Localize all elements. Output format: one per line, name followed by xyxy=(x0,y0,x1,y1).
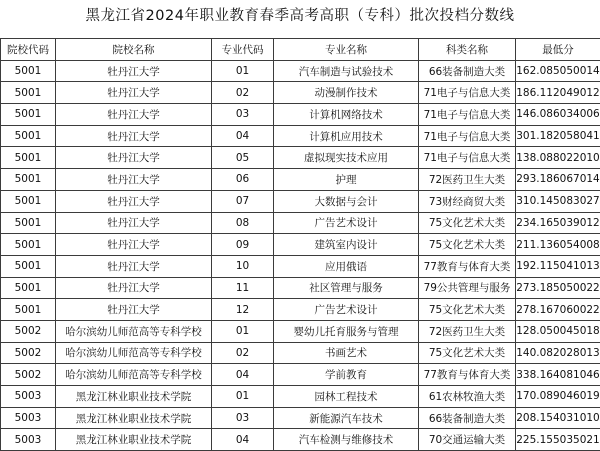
cell-school-code: 5003 xyxy=(1,407,56,429)
cell-major-name: 计算机应用技术 xyxy=(274,125,419,147)
cell-min-score: 211.136054008 xyxy=(516,234,600,256)
cell-school-code: 5001 xyxy=(1,60,56,82)
cell-major-code: 05 xyxy=(212,147,274,169)
table-row xyxy=(1,190,600,212)
cell-school-name: 黑龙江林业职业技术学院 xyxy=(56,429,212,451)
cell-category-name: 73财经商贸大类 xyxy=(419,190,516,212)
cell-major-code: 10 xyxy=(212,255,274,277)
cell-category-name: 75文化艺术大类 xyxy=(419,234,516,256)
cell-category-name: 75文化艺术大类 xyxy=(419,342,516,364)
cell-school-name: 牡丹江大学 xyxy=(56,169,212,191)
cell-min-score: 140.082028013 xyxy=(516,342,600,364)
cell-school-name: 牡丹江大学 xyxy=(56,60,212,82)
header-category-name: 科类名称 xyxy=(419,39,516,61)
cell-category-name: 71电子与信息大类 xyxy=(419,104,516,126)
cell-min-score: 138.088022010 xyxy=(516,147,600,169)
cell-major-code: 04 xyxy=(212,429,274,451)
cell-major-code: 06 xyxy=(212,169,274,191)
cell-category-name: 75文化艺术大类 xyxy=(419,212,516,234)
table-body xyxy=(1,60,600,450)
table-row xyxy=(1,299,600,321)
cell-school-name: 黑龙江林业职业技术学院 xyxy=(56,407,212,429)
cell-major-name: 婴幼儿托育服务与管理 xyxy=(274,320,419,342)
cell-major-code: 04 xyxy=(212,125,274,147)
cell-school-name: 哈尔滨幼儿师范高等专科学校 xyxy=(56,342,212,364)
cell-min-score: 234.165039012 xyxy=(516,212,600,234)
cell-major-code: 01 xyxy=(212,386,274,408)
cell-major-code: 12 xyxy=(212,299,274,321)
table-header-row xyxy=(1,39,600,61)
cell-school-code: 5001 xyxy=(1,190,56,212)
cell-school-name: 黑龙江林业职业技术学院 xyxy=(56,386,212,408)
cell-min-score: 162.085050014 xyxy=(516,60,600,82)
cell-school-code: 5001 xyxy=(1,125,56,147)
cell-category-name: 66装备制造大类 xyxy=(419,60,516,82)
cell-category-name: 72医药卫生大类 xyxy=(419,169,516,191)
cell-school-name: 哈尔滨幼儿师范高等专科学校 xyxy=(56,364,212,386)
cell-school-code: 5001 xyxy=(1,104,56,126)
table-row xyxy=(1,277,600,299)
table-row xyxy=(1,82,600,104)
cell-school-code: 5001 xyxy=(1,299,56,321)
cell-major-name: 建筑室内设计 xyxy=(274,234,419,256)
table-row xyxy=(1,320,600,342)
cell-major-name: 广告艺术设计 xyxy=(274,299,419,321)
cell-school-name: 牡丹江大学 xyxy=(56,234,212,256)
cell-min-score: 338.164081046 xyxy=(516,364,600,386)
cell-school-code: 5001 xyxy=(1,169,56,191)
cell-major-name: 广告艺术设计 xyxy=(274,212,419,234)
cell-major-name: 学前教育 xyxy=(274,364,419,386)
table-row xyxy=(1,125,600,147)
cell-major-name: 园林工程技术 xyxy=(274,386,419,408)
table-row xyxy=(1,255,600,277)
cell-category-name: 72医药卫生大类 xyxy=(419,320,516,342)
cell-major-code: 02 xyxy=(212,342,274,364)
cell-major-code: 09 xyxy=(212,234,274,256)
cell-min-score: 278.167060022 xyxy=(516,299,600,321)
cell-major-name: 新能源汽车技术 xyxy=(274,407,419,429)
cell-min-score: 208.154031010 xyxy=(516,407,600,429)
table-row xyxy=(1,212,600,234)
cell-min-score: 301.182058041 xyxy=(516,125,600,147)
cell-school-name: 牡丹江大学 xyxy=(56,255,212,277)
cell-school-name: 牡丹江大学 xyxy=(56,212,212,234)
cell-category-name: 66装备制造大类 xyxy=(419,407,516,429)
cell-min-score: 192.115041013 xyxy=(516,255,600,277)
cell-min-score: 310.145083027 xyxy=(516,190,600,212)
header-min-score: 最低分 xyxy=(516,39,600,61)
document-title: 黑龙江省2024年职业教育春季高考高职（专科）批次投档分数线 xyxy=(0,0,600,38)
cell-major-name: 社区管理与服务 xyxy=(274,277,419,299)
cell-school-name: 牡丹江大学 xyxy=(56,125,212,147)
table-row xyxy=(1,104,600,126)
cell-school-code: 5002 xyxy=(1,342,56,364)
header-major-name: 专业名称 xyxy=(274,39,419,61)
cell-major-name: 护理 xyxy=(274,169,419,191)
cell-min-score: 186.112049012 xyxy=(516,82,600,104)
cell-school-name: 牡丹江大学 xyxy=(56,147,212,169)
cell-category-name: 71电子与信息大类 xyxy=(419,125,516,147)
cell-school-code: 5001 xyxy=(1,147,56,169)
cell-major-name: 汽车制造与试验技术 xyxy=(274,60,419,82)
cell-school-code: 5001 xyxy=(1,234,56,256)
cell-major-code: 04 xyxy=(212,364,274,386)
cell-school-name: 牡丹江大学 xyxy=(56,104,212,126)
cell-major-code: 02 xyxy=(212,82,274,104)
cell-major-name: 汽车检测与维修技术 xyxy=(274,429,419,451)
cell-school-code: 5002 xyxy=(1,320,56,342)
header-school-name: 院校名称 xyxy=(56,39,212,61)
header-major-code: 专业代码 xyxy=(212,39,274,61)
admission-score-table xyxy=(0,38,600,451)
header-school-code: 院校代码 xyxy=(1,39,56,61)
cell-major-code: 11 xyxy=(212,277,274,299)
cell-school-name: 牡丹江大学 xyxy=(56,82,212,104)
table-row xyxy=(1,364,600,386)
cell-school-name: 牡丹江大学 xyxy=(56,277,212,299)
cell-category-name: 77教育与体育大类 xyxy=(419,255,516,277)
cell-min-score: 293.186067014 xyxy=(516,169,600,191)
cell-min-score: 128.050045018 xyxy=(516,320,600,342)
cell-school-code: 5003 xyxy=(1,429,56,451)
table-row xyxy=(1,342,600,364)
cell-min-score: 225.155035021 xyxy=(516,429,600,451)
table-row xyxy=(1,147,600,169)
cell-major-name: 计算机网络技术 xyxy=(274,104,419,126)
table-row xyxy=(1,60,600,82)
cell-major-name: 书画艺术 xyxy=(274,342,419,364)
table-row xyxy=(1,169,600,191)
cell-major-code: 08 xyxy=(212,212,274,234)
cell-major-name: 动漫制作技术 xyxy=(274,82,419,104)
cell-major-name: 大数据与会计 xyxy=(274,190,419,212)
cell-category-name: 71电子与信息大类 xyxy=(419,82,516,104)
cell-school-name: 牡丹江大学 xyxy=(56,190,212,212)
cell-school-code: 5002 xyxy=(1,364,56,386)
cell-category-name: 70交通运输大类 xyxy=(419,429,516,451)
cell-major-code: 03 xyxy=(212,104,274,126)
cell-category-name: 79公共管理与服务 xyxy=(419,277,516,299)
cell-school-code: 5001 xyxy=(1,255,56,277)
cell-major-name: 虚拟现实技术应用 xyxy=(274,147,419,169)
cell-min-score: 146.086034006 xyxy=(516,104,600,126)
cell-school-code: 5003 xyxy=(1,386,56,408)
cell-school-name: 哈尔滨幼儿师范高等专科学校 xyxy=(56,320,212,342)
cell-category-name: 61农林牧渔大类 xyxy=(419,386,516,408)
table-row xyxy=(1,234,600,256)
cell-category-name: 77教育与体育大类 xyxy=(419,364,516,386)
cell-major-code: 03 xyxy=(212,407,274,429)
cell-min-score: 273.185050022 xyxy=(516,277,600,299)
cell-school-code: 5001 xyxy=(1,82,56,104)
cell-major-code: 01 xyxy=(212,320,274,342)
cell-school-code: 5001 xyxy=(1,212,56,234)
cell-category-name: 75文化艺术大类 xyxy=(419,299,516,321)
table-row xyxy=(1,386,600,408)
table-row xyxy=(1,407,600,429)
cell-school-code: 5001 xyxy=(1,277,56,299)
cell-category-name: 71电子与信息大类 xyxy=(419,147,516,169)
cell-major-name: 应用俄语 xyxy=(274,255,419,277)
cell-min-score: 170.089046019 xyxy=(516,386,600,408)
cell-major-code: 07 xyxy=(212,190,274,212)
cell-major-code: 01 xyxy=(212,60,274,82)
cell-school-name: 牡丹江大学 xyxy=(56,299,212,321)
